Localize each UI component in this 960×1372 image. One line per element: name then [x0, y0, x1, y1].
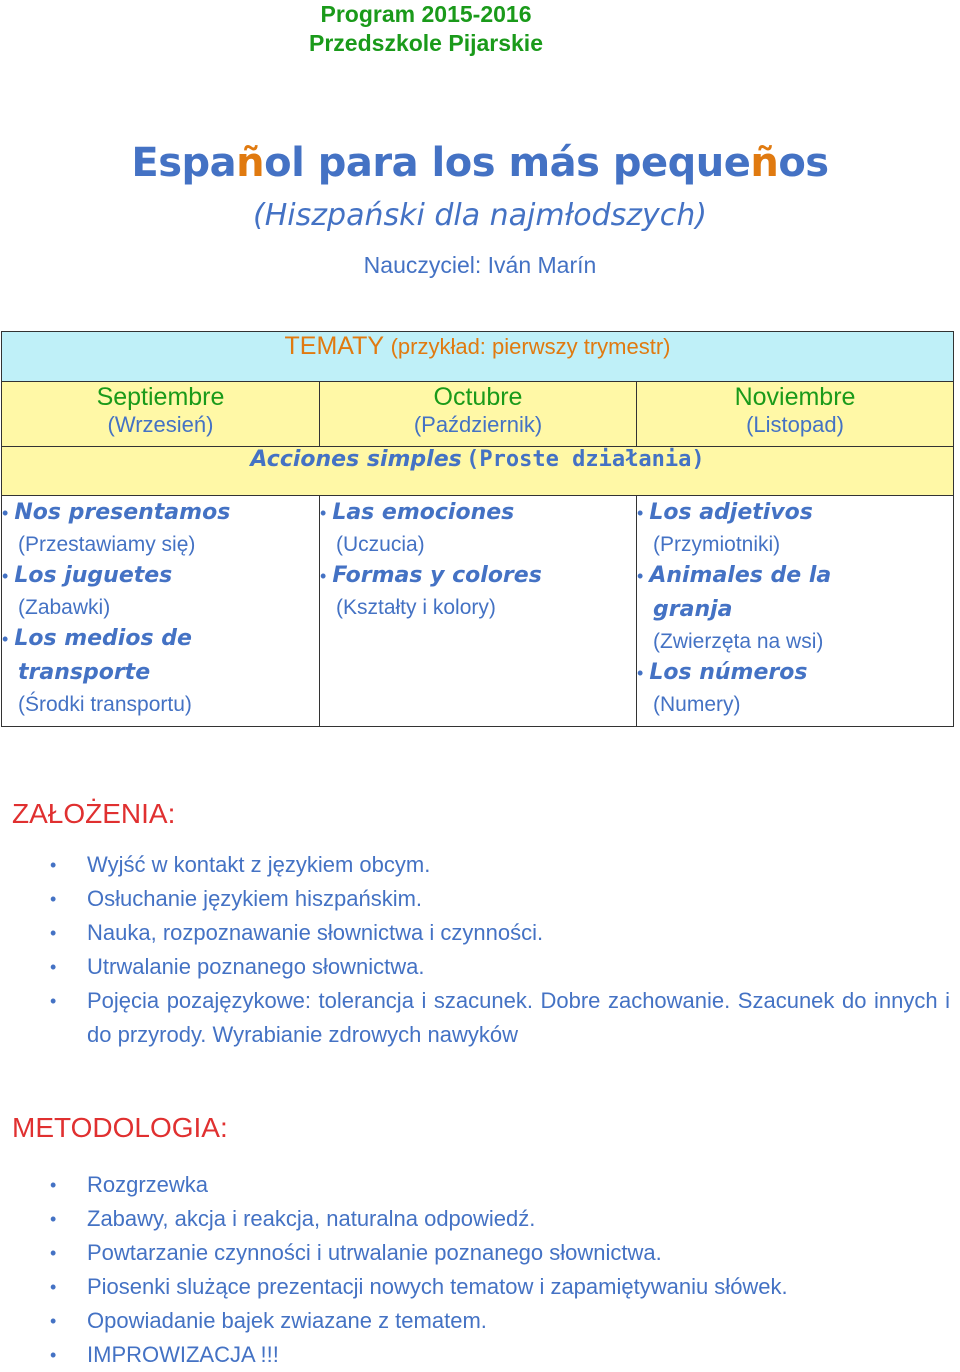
- program-header: [296, 0, 556, 58]
- list-item: [50, 848, 950, 882]
- bullet-icon: •: [2, 503, 9, 523]
- topic-pl: (Zwierzęta na wsi): [653, 630, 824, 653]
- list-item-text: Pojęcia pozajęzykowe: tolerancja i szacunek. Dobre zachowanie. Szacunek do innych i do przyrody. Wyrabianie zdrowych nawyków: [87, 988, 950, 1047]
- topics-table: [1, 331, 954, 727]
- month-cell: [2, 382, 320, 447]
- month-pl: (Listopad): [746, 412, 844, 437]
- topic-pl: (Przestawiamy się): [18, 533, 196, 556]
- topic-es-continued: granja: [653, 597, 733, 622]
- topic-pl: (Uczucia): [336, 533, 425, 556]
- list-item: [50, 1202, 950, 1236]
- month-pl: (Październik): [413, 412, 543, 437]
- topic-es: Los números: [649, 660, 808, 685]
- title-enye: ñ: [236, 140, 265, 186]
- topic-column-september: [2, 496, 320, 727]
- list-item: [50, 1236, 950, 1270]
- list-item-text: Opowiadanie bajek zwiazane z tematem.: [87, 1308, 487, 1333]
- topic-pl: (Numery): [653, 693, 741, 716]
- bullet-icon: •: [50, 1345, 57, 1365]
- topic-item: [637, 559, 953, 656]
- topic-es: Nos presentamos: [14, 500, 231, 525]
- teacher-line: Nauczyciel: Iván Marín: [363, 252, 597, 278]
- title-enye: ñ: [750, 140, 779, 186]
- topic-es: Los medios de: [14, 626, 192, 651]
- list-item-text: Wyjść w kontakt z językiem obcym.: [87, 852, 431, 877]
- list-item-text: Utrwalanie poznanego słownictwa.: [87, 954, 425, 979]
- bullet-icon: •: [50, 923, 57, 943]
- metodologia-heading: METODOLOGIA:: [12, 1112, 228, 1143]
- list-item: [50, 1168, 950, 1202]
- topic-column-october: [320, 496, 637, 727]
- zalozenia-list: [50, 848, 950, 1052]
- list-item-text: Nauka, rozpoznawanie słownictwa i czynności.: [87, 920, 544, 945]
- month-cell: [320, 382, 637, 447]
- topic-pl: (Przymiotniki): [653, 533, 781, 556]
- topics-header: [2, 332, 954, 382]
- list-item: [50, 984, 950, 1052]
- program-year: Program 2015-2016: [320, 1, 532, 27]
- bullet-icon: •: [637, 503, 644, 523]
- list-item: [50, 1338, 950, 1372]
- topic-es: Los juguetes: [14, 563, 173, 588]
- bullet-icon: •: [2, 566, 9, 586]
- bullet-icon: •: [50, 1277, 57, 1297]
- topics-header-row: [2, 332, 954, 382]
- topics-example: (przykład: pierwszy trymestr): [390, 334, 671, 359]
- acciones-pl: (Proste działania): [466, 447, 705, 472]
- topic-item: [320, 496, 636, 559]
- topic-es: Las emociones: [332, 500, 515, 525]
- school-name: Przedszkole Pijarskie: [309, 30, 543, 56]
- zalozenia-heading: ZAŁOŻENIA:: [12, 798, 176, 829]
- acciones-cell: [2, 447, 954, 496]
- topic-pl: (Kształty i kolory): [336, 596, 496, 619]
- main-title: [0, 140, 960, 186]
- acciones-row: [2, 447, 954, 496]
- month-cell: [637, 382, 954, 447]
- title-part: Espa: [131, 140, 237, 186]
- month-pl: (Wrzesień): [107, 412, 214, 437]
- topic-es-continued: transporte: [18, 660, 151, 685]
- list-item: [50, 1270, 950, 1304]
- acciones-es: Acciones simples: [250, 447, 462, 472]
- bullet-icon: •: [50, 991, 57, 1011]
- bullet-icon: •: [50, 889, 57, 909]
- bullet-icon: •: [637, 663, 644, 683]
- topic-es: Los adjetivos: [649, 500, 813, 525]
- subtitle: (Hiszpański dla najmłodszych): [253, 198, 707, 233]
- topic-item: [637, 656, 953, 719]
- topic-pl: (Środki transportu): [18, 693, 192, 716]
- topic-es: Animales de la: [649, 563, 832, 588]
- list-item-text: Zabawy, akcja i reakcja, naturalna odpowiedź.: [87, 1206, 536, 1231]
- list-item: [50, 1304, 950, 1338]
- bullet-icon: •: [50, 1175, 57, 1195]
- month-es: Octubre: [433, 383, 523, 411]
- topics-content-row: [2, 496, 954, 727]
- list-item: [50, 882, 950, 916]
- list-item-text: Powtarzanie czynności i utrwalanie poznanego słownictwa.: [87, 1240, 662, 1265]
- list-item-text: IMPROWIZACJA !!!: [87, 1342, 279, 1367]
- bullet-icon: •: [320, 566, 327, 586]
- list-item-text: Rozgrzewka: [87, 1172, 209, 1197]
- bullet-icon: •: [637, 566, 644, 586]
- topic-item: [320, 559, 636, 622]
- topic-item: [2, 622, 319, 719]
- bullet-icon: •: [50, 1209, 57, 1229]
- bullet-icon: •: [50, 957, 57, 977]
- bullet-icon: •: [50, 855, 57, 875]
- list-item-text: Osłuchanie językiem hiszpańskim.: [87, 886, 423, 911]
- months-row: [2, 382, 954, 447]
- topic-column-november: [637, 496, 954, 727]
- topic-item: [637, 496, 953, 559]
- bullet-icon: •: [50, 1311, 57, 1331]
- topic-es: Formas y colores: [332, 563, 542, 588]
- list-item: [50, 916, 950, 950]
- bullet-icon: •: [320, 503, 327, 523]
- bullet-icon: •: [2, 629, 9, 649]
- title-part: ol para los más peque: [264, 140, 751, 186]
- list-item: [50, 950, 950, 984]
- topic-item: [2, 496, 319, 559]
- month-es: Noviembre: [734, 383, 856, 411]
- topic-item: [2, 559, 319, 622]
- metodologia-list: [50, 1168, 950, 1372]
- month-es: Septiembre: [96, 383, 225, 411]
- topics-title: TEMATY: [284, 332, 384, 360]
- title-part: os: [778, 140, 829, 186]
- bullet-icon: •: [50, 1243, 57, 1263]
- topic-pl: (Zabawki): [18, 596, 111, 619]
- list-item-text: Piosenki slużące prezentacji nowych tematow i zapamiętywaniu słówek.: [87, 1274, 788, 1299]
